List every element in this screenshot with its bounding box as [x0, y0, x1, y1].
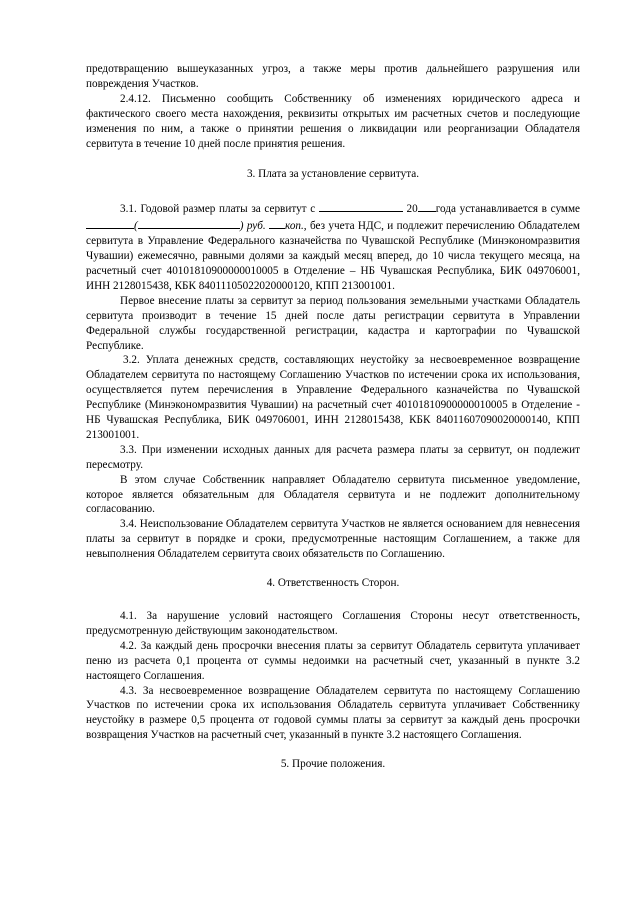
amount-words-blank-field: [138, 217, 240, 229]
document-body: [86, 62, 580, 772]
spacer: [86, 182, 580, 200]
section-4-heading: 4. Ответственность Сторон.: [266, 577, 400, 590]
clause-3-4: 3.4. Неиспользование Обладателем сервитута Участков не является основанием для невнесения платы за сервитут в порядке и сроки, предусмотренные настоящим Соглашением, а также для невыполнения Обладателем сервитута своих обязательств по Соглашению.: [86, 518, 580, 561]
notice-paragraph: В этом случае Собственник направляет Обладателю сервитута письменное уведомление, которое является обязательным для Обладателя сервитута и не подлежит дополнительному согласованию.: [86, 473, 580, 516]
spacer: [86, 591, 580, 609]
first-payment-paragraph: Первое внесение платы за сервитут за период пользования земельными участками Обладатель сервитута производит в течение 15 дней после даты регистрации сервитута в Управлении Федеральной службы государственной регистрации, кадастра и картографии по Чувашской Республике.: [86, 294, 580, 352]
clause-4-3: 4.3. За несвоевременное возвращение Обладателем сервитута по настоящему Соглашению Участков по истечении срока их использования Обладатель сервитута уплачивает Собственнику неустойку в размере 0,5 процента от годовой суммы платы за сервитут за каждый день просрочки возвращения Участков на расчетный счет, указанный в пункте 3.2 настоящего Соглашения.: [86, 684, 580, 742]
section-5-heading: 5. Прочие положения.: [280, 758, 386, 771]
amount-rub: ) руб.: [239, 220, 266, 233]
clause-4-1: 4.1. За нарушение условий настоящего Соглашения Стороны несут ответственность, предусмотренную действующим законодательством.: [86, 610, 580, 637]
year-prefix: 20: [406, 203, 418, 216]
amount-paren-open: (: [134, 220, 138, 233]
spacer: [86, 151, 580, 167]
amount-kop: коп.,: [285, 220, 307, 233]
clause-3-1-start: 3.1. Годовой размер платы за сервитут с: [120, 203, 316, 216]
clause-2-4-12: 2.4.12. Письменно сообщить Собственнику об изменениях юридического адреса и фактического своего места нахождения, реквизиты открытых им расчетных счетов и последующие изменения по ним, а также о принятии решения о ликвидации или реорганизации Обладателя сервитута в течение 10 дней после принятия решения.: [86, 92, 580, 150]
clause-3-3: 3.3. При изменении исходных данных для расчета размера платы за сервитут, он подлежит пересмотру.: [86, 443, 580, 471]
date-blank-field: [319, 200, 403, 212]
year-word: года устанавливается в сумме: [435, 203, 581, 216]
amount-blank-field: [86, 217, 134, 229]
clause-4-2: 4.2. За каждый день просрочки внесения платы за сервитут Обладатель сервитута уплачивает пеню из расчета 0,1 процента от суммы недоимки на расчетный счет, указанный в пункте 3.2 настоящего Соглашения.: [86, 639, 580, 682]
year-blank-field: [418, 200, 436, 212]
clause-3-2: 3.2. Уплата денежных средств, составляющих неустойку за несвоевременное возвращение Обладателем сервитута по настоящему Соглашению Участков по истечении срока их использования, осуществляется путем перечисления в Управление Федерального казначейства по Чувашской Республике (Минэкономразвития Чувашии) на расчетный счет 40101810900000010005 в Отделение - НБ Чувашская Республика, БИК 049706001, ИНН 2128015438, КБК 84011607090020000140, КПП 213001001.: [86, 354, 580, 441]
clause-3-1: [86, 200, 580, 293]
spacer: [86, 743, 580, 757]
section-3-heading: 3. Плата за установление сервитута.: [246, 168, 420, 181]
spacer: [86, 562, 580, 576]
clause-3-1-rest: без учета НДС, и подлежит перечислению Обладателем сервитута в Управление Федерального казначейства по Чувашской Республике (Минэкономразвития Чувашии) ежемесячно, равными долями за каждый месяц вперед, до 10 числа текущего месяца, на расчетный счет 40101810900000010005 в Отделение – НБ Чувашская Республика, БИК 049706001, ИНН 2128015438, КБК 84011105022020000120, КПП 213001001.: [86, 220, 581, 292]
kop-blank-field: [269, 217, 285, 229]
intro-paragraph: предотвращению вышеуказанных угроз, а также меры против дальнейшего разрушения или повреждения Участков.: [86, 63, 580, 90]
